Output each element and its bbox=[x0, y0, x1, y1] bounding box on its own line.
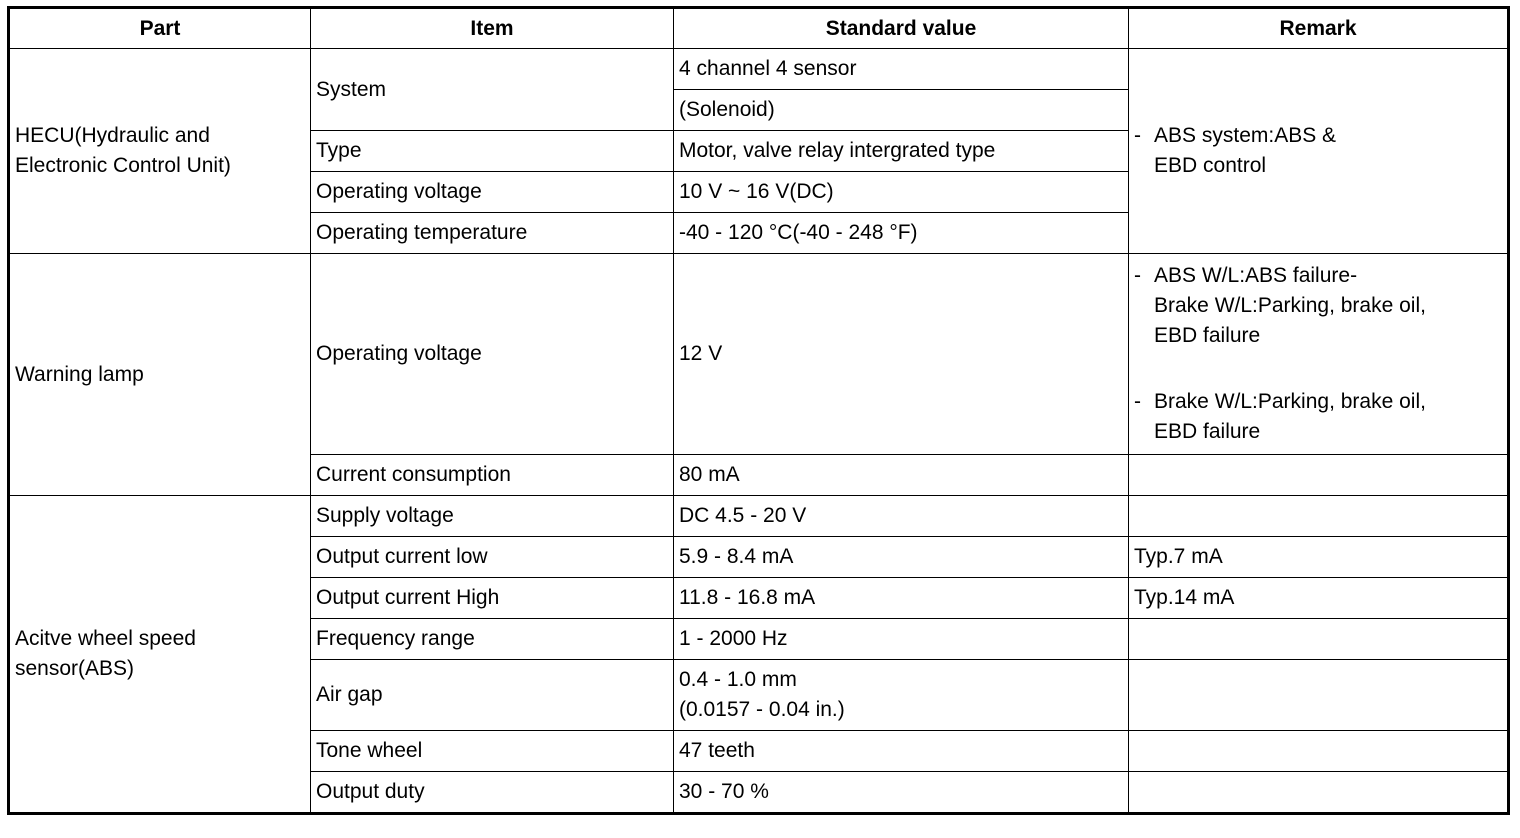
part-hecu: HECU(Hydraulic and Electronic Control Unit) bbox=[9, 49, 311, 254]
value-supply-voltage: DC 4.5 - 20 V bbox=[674, 496, 1129, 537]
value-tone-wheel: 47 teeth bbox=[674, 731, 1129, 772]
value-lamp-operating-voltage: 12 V bbox=[674, 254, 1129, 455]
value-current-consumption: 80 mA bbox=[674, 455, 1129, 496]
item-operating-temperature: Operating temperature bbox=[311, 213, 674, 254]
item-system: System bbox=[311, 49, 674, 131]
item-supply-voltage: Supply voltage bbox=[311, 496, 674, 537]
remark-current-consumption bbox=[1129, 455, 1509, 496]
header-part: Part bbox=[9, 8, 311, 49]
table-row bbox=[9, 49, 1509, 90]
value-air-gap: 0.4 - 1.0 mm (0.0157 - 0.04 in.) bbox=[674, 660, 1129, 731]
remark-supply-voltage bbox=[1129, 496, 1509, 537]
remark-air-gap bbox=[1129, 660, 1509, 731]
value-output-current-low: 5.9 - 8.4 mA bbox=[674, 537, 1129, 578]
remark-frequency-range bbox=[1129, 619, 1509, 660]
remark-warning-lamp: - ABS W/L:ABS failure- Brake W/L:Parking, brake oil, EBD failure - Brake W/L:Parking, brake oil, EBD failure bbox=[1129, 254, 1509, 455]
item-lamp-operating-voltage: Operating voltage bbox=[311, 254, 674, 455]
value-system: 4 channel 4 sensor bbox=[674, 49, 1129, 90]
item-type: Type bbox=[311, 131, 674, 172]
header-remark: Remark bbox=[1129, 8, 1509, 49]
item-current-consumption: Current consumption bbox=[311, 455, 674, 496]
part-warning-lamp: Warning lamp bbox=[9, 254, 311, 496]
value-operating-temperature: -40 - 120 °C(-40 - 248 °F) bbox=[674, 213, 1129, 254]
item-air-gap: Air gap bbox=[311, 660, 674, 731]
table-row bbox=[9, 254, 1509, 455]
value-type: Motor, valve relay intergrated type bbox=[674, 131, 1129, 172]
item-tone-wheel: Tone wheel bbox=[311, 731, 674, 772]
item-output-duty: Output duty bbox=[311, 772, 674, 814]
remark-output-current-high: Typ.14 mA bbox=[1129, 578, 1509, 619]
value-operating-voltage: 10 V ~ 16 V(DC) bbox=[674, 172, 1129, 213]
part-wheel-speed-sensor: Acitve wheel speed sensor(ABS) bbox=[9, 496, 311, 814]
header-row bbox=[9, 8, 1509, 49]
header-standard-value: Standard value bbox=[674, 8, 1129, 49]
remark-hecu: - ABS system:ABS & EBD control bbox=[1129, 49, 1509, 254]
table-row bbox=[9, 496, 1509, 537]
item-frequency-range: Frequency range bbox=[311, 619, 674, 660]
remark-output-current-low: Typ.7 mA bbox=[1129, 537, 1509, 578]
value-solenoid: (Solenoid) bbox=[674, 90, 1129, 131]
remark-output-duty bbox=[1129, 772, 1509, 814]
item-output-current-high: Output current High bbox=[311, 578, 674, 619]
header-item: Item bbox=[311, 8, 674, 49]
specification-table bbox=[7, 6, 1510, 815]
item-output-current-low: Output current low bbox=[311, 537, 674, 578]
value-output-duty: 30 - 70 % bbox=[674, 772, 1129, 814]
remark-tone-wheel bbox=[1129, 731, 1509, 772]
value-frequency-range: 1 - 2000 Hz bbox=[674, 619, 1129, 660]
item-operating-voltage: Operating voltage bbox=[311, 172, 674, 213]
value-output-current-high: 11.8 - 16.8 mA bbox=[674, 578, 1129, 619]
